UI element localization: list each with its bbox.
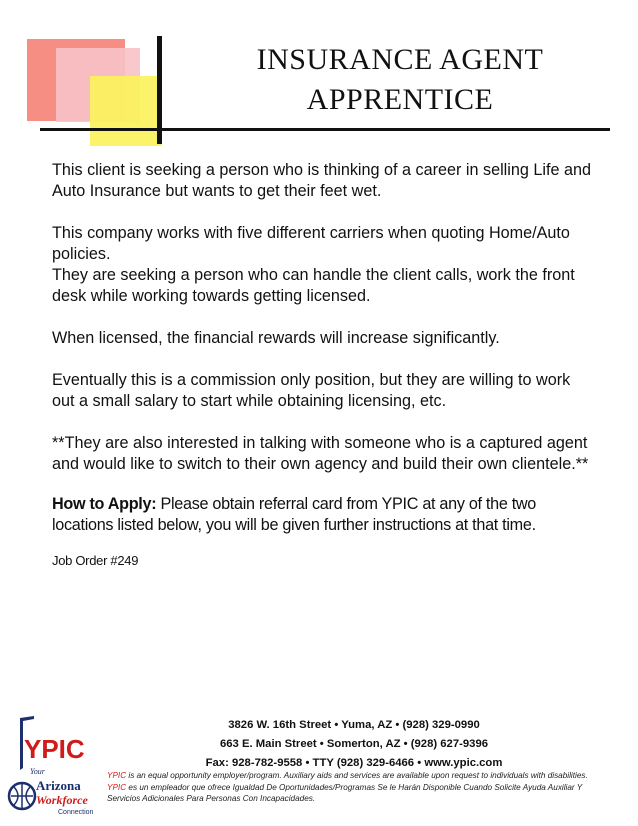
how-to-apply-label: How to Apply: bbox=[52, 495, 157, 513]
title-line-2: APPRENTICE bbox=[306, 83, 494, 116]
paragraph-intro: This client is seeking a person who is thinking of a career in selling Life and Auto Insurance but wants to get their feet wet. bbox=[52, 161, 591, 200]
logo-connection: Connection bbox=[58, 809, 94, 816]
logo-workforce: Workforce bbox=[36, 793, 88, 807]
paragraph-duties: They are seeking a person who can handle the client calls, work the front desk while working towards getting licensed. bbox=[52, 266, 575, 305]
footer-legal bbox=[107, 770, 607, 805]
title-line-1: INSURANCE AGENT bbox=[256, 43, 544, 76]
ypic-arizona-workforce-logo bbox=[6, 712, 106, 822]
footer-address-somerton: 663 E. Main Street • Somerton, AZ • (928) 627-9396 bbox=[219, 738, 489, 750]
how-to-apply-text: Please obtain referral card from YPIC at any of the two locations listed below, you will be given further instructions at that time. bbox=[52, 495, 537, 534]
page-title bbox=[215, 40, 585, 120]
decor-horizontal-rule bbox=[40, 128, 610, 131]
decor-square-yellow bbox=[90, 76, 162, 146]
logo-brand: YPIC bbox=[24, 734, 85, 764]
footer-contact bbox=[200, 716, 508, 773]
paragraph-commission: Eventually this is a commission only position, but they are willing to work out a small salary to start while obtaining licensing, etc. bbox=[52, 371, 571, 410]
legal-es-text: es un empleador que ofrece Igualdad De Oportunidades/Programas Se le Harán Disponible Cuando Solicite Ayuda Auxiliar Y Servicios Adicionales Para Personas Con Incapacidades. bbox=[107, 782, 583, 803]
paragraph-rewards: When licensed, the financial rewards will increase significantly. bbox=[52, 329, 500, 347]
legal-spanish bbox=[107, 782, 607, 805]
logo-your: Your bbox=[30, 767, 45, 776]
legal-en-brand: YPIC bbox=[107, 771, 127, 780]
legal-english bbox=[107, 770, 607, 782]
legal-en-text: is an equal opportunity employer/program. Auxiliary aids and services are available upon request to individuals with disabilities. bbox=[126, 771, 588, 780]
job-description bbox=[52, 160, 597, 571]
footer-fax-tty-web: Fax: 928-782-9558 • TTY (928) 329-6466 • www.ypic.com bbox=[205, 757, 503, 769]
how-to-apply bbox=[52, 494, 597, 536]
logo-arizona: Arizona bbox=[36, 778, 81, 793]
footer-address-yuma: 3826 W. 16th Street • Yuma, AZ • (928) 329-0990 bbox=[228, 719, 480, 731]
legal-es-brand: YPIC bbox=[107, 782, 127, 792]
paragraph-carriers: This company works with five different carriers when quoting Home/Auto policies. bbox=[52, 224, 570, 263]
job-order-number: Job Order #249 bbox=[52, 553, 139, 568]
paragraph-captured-agent: **They are also interested in talking with someone who is a captured agent and would like to switch to their own agency and build their own clientele.** bbox=[52, 434, 589, 473]
